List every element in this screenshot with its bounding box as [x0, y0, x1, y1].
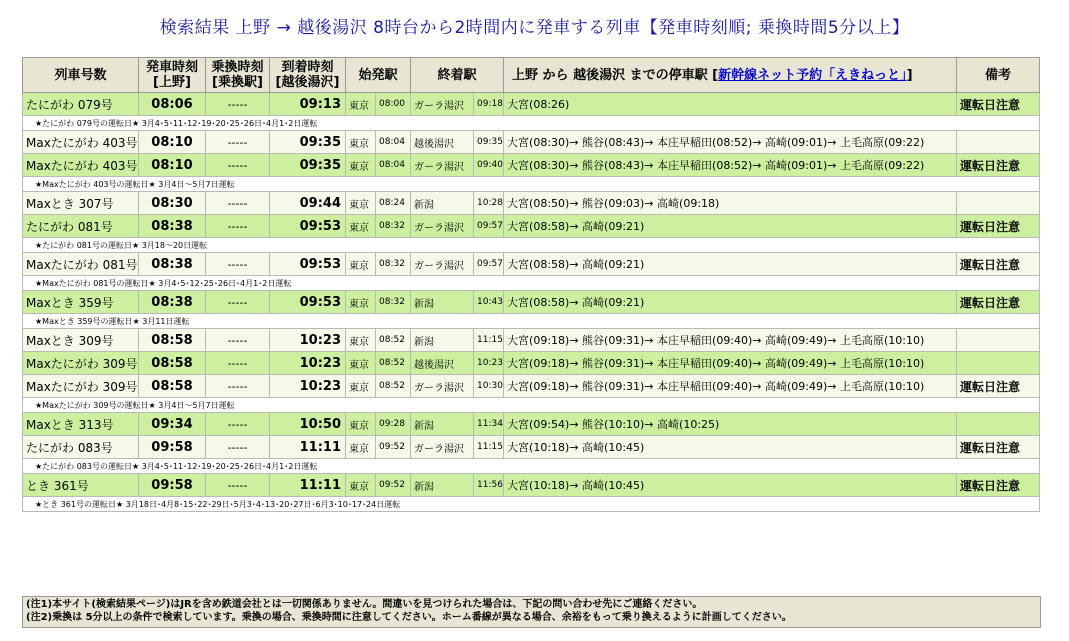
- stops-route-cell: 大宮(08:58)→ 高崎(09:21): [504, 291, 957, 314]
- remark-cell: 運転日注意: [957, 436, 1040, 459]
- transfer-cell: -----: [206, 352, 270, 375]
- terminal-time-cell: 09:57: [474, 215, 504, 238]
- operation-note-row: [23, 497, 1040, 512]
- departure-time-cell: 09:58: [139, 436, 206, 459]
- origin-station-cell: 東京: [346, 352, 376, 375]
- transfer-cell: -----: [206, 375, 270, 398]
- operation-note: ★Maxたにがわ 309号の運転日★ 3月4日～5月7日運転: [23, 398, 1040, 413]
- departure-time-cell: 08:30: [139, 192, 206, 215]
- header-arrival: 到着時刻 [越後湯沢]: [270, 58, 346, 93]
- transfer-cell: -----: [206, 474, 270, 497]
- departure-time-cell: 08:10: [139, 131, 206, 154]
- transfer-cell: -----: [206, 154, 270, 177]
- origin-station-cell: 東京: [346, 192, 376, 215]
- departure-time-cell: 09:58: [139, 474, 206, 497]
- transfer-cell: -----: [206, 436, 270, 459]
- operation-note: ★たにがわ 083号の運転日★ 3月4･5･11･12･19･20･25･26日･4月1･2日運転: [23, 459, 1040, 474]
- train-name-cell: たにがわ 083号: [23, 436, 139, 459]
- terminal-time-cell: 11:34: [474, 413, 504, 436]
- header-origin: 始発駅: [346, 58, 411, 93]
- remark-cell: 運転日注意: [957, 93, 1040, 116]
- transfer-cell: -----: [206, 253, 270, 276]
- transfer-cell: -----: [206, 291, 270, 314]
- origin-station-cell: 東京: [346, 131, 376, 154]
- terminal-station-cell: 越後湯沢: [411, 131, 474, 154]
- stops-route-cell: 大宮(08:58)→ 高崎(09:21): [504, 253, 957, 276]
- operation-note-row: [23, 116, 1040, 131]
- terminal-time-cell: 10:28: [474, 192, 504, 215]
- origin-time-cell: 08:04: [376, 154, 411, 177]
- footnotes-box: [22, 596, 1041, 628]
- origin-time-cell: 08:32: [376, 253, 411, 276]
- train-name-cell: Maxたにがわ 403号: [23, 131, 139, 154]
- arrival-time-cell: 09:53: [270, 253, 346, 276]
- table-row: [23, 329, 1040, 352]
- table-row: [23, 352, 1040, 375]
- departure-time-cell: 08:38: [139, 253, 206, 276]
- terminal-station-cell: ガーラ湯沢: [411, 93, 474, 116]
- arrival-time-cell: 11:11: [270, 436, 346, 459]
- terminal-time-cell: 11:15: [474, 329, 504, 352]
- origin-station-cell: 東京: [346, 474, 376, 497]
- terminal-station-cell: ガーラ湯沢: [411, 436, 474, 459]
- footnote-2: (注2)乗換は 5分以上の条件で検索しています。乗換の場合、乗換時間に注意してください。ホーム番線が異なる場合、余裕をもって乗り換えるように計画してください。: [26, 612, 792, 623]
- origin-station-cell: 東京: [346, 154, 376, 177]
- departure-time-cell: 08:06: [139, 93, 206, 116]
- train-name-cell: Maxとき 359号: [23, 291, 139, 314]
- departure-time-cell: 08:38: [139, 291, 206, 314]
- terminal-time-cell: 09:40: [474, 154, 504, 177]
- origin-time-cell: 08:52: [376, 352, 411, 375]
- footnote-1: (注1)本サイト(検索結果ページ)はJRを含め鉄道会社とは一切関係ありません。間違いを見つけられた場合は、下記の問い合わせ先にご連絡ください。: [26, 599, 703, 610]
- train-name-cell: とき 361号: [23, 474, 139, 497]
- header-terminal: 終着駅: [411, 58, 504, 93]
- terminal-station-cell: ガーラ湯沢: [411, 215, 474, 238]
- origin-time-cell: 09:28: [376, 413, 411, 436]
- stops-route-cell: 大宮(08:50)→ 熊谷(09:03)→ 高崎(09:18): [504, 192, 957, 215]
- train-name-cell: Maxたにがわ 309号: [23, 375, 139, 398]
- ekinet-link[interactable]: 新幹線ネット予約「えきねっと」: [718, 67, 907, 83]
- table-row: [23, 375, 1040, 398]
- header-train: 列車号数: [23, 58, 139, 93]
- timetable-table: [22, 57, 1040, 512]
- remark-cell: 運転日注意: [957, 291, 1040, 314]
- terminal-station-cell: 新潟: [411, 413, 474, 436]
- arrival-time-cell: 09:44: [270, 192, 346, 215]
- train-name-cell: Maxたにがわ 403号: [23, 154, 139, 177]
- terminal-time-cell: 09:35: [474, 131, 504, 154]
- transfer-cell: -----: [206, 413, 270, 436]
- operation-note: ★Maxたにがわ 403号の運転日★ 3月4日～5月7日運転: [23, 177, 1040, 192]
- stops-route-cell: 大宮(09:18)→ 熊谷(09:31)→ 本庄早稲田(09:40)→ 高崎(09:49)→ 上毛高原(10:10): [504, 352, 957, 375]
- operation-note-row: [23, 314, 1040, 329]
- remark-cell: 運転日注意: [957, 154, 1040, 177]
- train-name-cell: Maxとき 309号: [23, 329, 139, 352]
- operation-note: ★Maxたにがわ 081号の運転日★ 3月4･5･12･25･26日･4月1･2日運転: [23, 276, 1040, 291]
- table-row: [23, 253, 1040, 276]
- origin-station-cell: 東京: [346, 329, 376, 352]
- transfer-cell: -----: [206, 131, 270, 154]
- remark-cell: [957, 329, 1040, 352]
- arrival-time-cell: 10:23: [270, 375, 346, 398]
- header-transfer: 乗換時刻 [乗換駅]: [206, 58, 270, 93]
- remark-cell: [957, 192, 1040, 215]
- remark-cell: [957, 413, 1040, 436]
- arrival-time-cell: 10:23: [270, 329, 346, 352]
- terminal-time-cell: 09:57: [474, 253, 504, 276]
- terminal-time-cell: 10:43: [474, 291, 504, 314]
- origin-time-cell: 09:52: [376, 436, 411, 459]
- stops-route-cell: 大宮(08:30)→ 熊谷(08:43)→ 本庄早稲田(08:52)→ 高崎(09:01)→ 上毛高原(09:22): [504, 154, 957, 177]
- operation-note-row: [23, 276, 1040, 291]
- remark-cell: 運転日注意: [957, 253, 1040, 276]
- origin-station-cell: 東京: [346, 413, 376, 436]
- stops-route-cell: 大宮(08:58)→ 高崎(09:21): [504, 215, 957, 238]
- train-name-cell: たにがわ 081号: [23, 215, 139, 238]
- terminal-station-cell: ガーラ湯沢: [411, 253, 474, 276]
- transfer-cell: -----: [206, 329, 270, 352]
- departure-time-cell: 08:10: [139, 154, 206, 177]
- table-header-row: [23, 58, 1040, 93]
- transfer-cell: -----: [206, 192, 270, 215]
- origin-time-cell: 08:52: [376, 375, 411, 398]
- departure-time-cell: 08:38: [139, 215, 206, 238]
- stops-route-cell: 大宮(09:18)→ 熊谷(09:31)→ 本庄早稲田(09:40)→ 高崎(09:49)→ 上毛高原(10:10): [504, 375, 957, 398]
- terminal-station-cell: 越後湯沢: [411, 352, 474, 375]
- departure-time-cell: 08:58: [139, 375, 206, 398]
- page-title: 検索結果 上野 → 越後湯沢 8時台から2時間内に発車する列車【発車時刻順; 乗換時間5分以上】: [159, 18, 910, 38]
- terminal-station-cell: ガーラ湯沢: [411, 375, 474, 398]
- table-row: [23, 436, 1040, 459]
- table-row: [23, 215, 1040, 238]
- departure-time-cell: 08:58: [139, 352, 206, 375]
- remark-cell: 運転日注意: [957, 375, 1040, 398]
- arrival-time-cell: 10:50: [270, 413, 346, 436]
- departure-time-cell: 09:34: [139, 413, 206, 436]
- operation-note-row: [23, 238, 1040, 253]
- arrival-time-cell: 10:23: [270, 352, 346, 375]
- origin-station-cell: 東京: [346, 375, 376, 398]
- operation-note-row: [23, 398, 1040, 413]
- train-name-cell: Maxたにがわ 081号: [23, 253, 139, 276]
- table-row: [23, 154, 1040, 177]
- remark-cell: 運転日注意: [957, 215, 1040, 238]
- stops-route-cell: 大宮(10:18)→ 高崎(10:45): [504, 436, 957, 459]
- transfer-cell: -----: [206, 93, 270, 116]
- remark-cell: [957, 131, 1040, 154]
- train-name-cell: Maxとき 307号: [23, 192, 139, 215]
- origin-station-cell: 東京: [346, 436, 376, 459]
- operation-note: ★たにがわ 079号の運転日★ 3月4･5･11･12･19･20･25･26日･4月1･2日運転: [23, 116, 1040, 131]
- origin-time-cell: 09:52: [376, 474, 411, 497]
- origin-time-cell: 08:32: [376, 215, 411, 238]
- origin-time-cell: 08:52: [376, 329, 411, 352]
- terminal-station-cell: 新潟: [411, 291, 474, 314]
- operation-note-row: [23, 177, 1040, 192]
- terminal-station-cell: 新潟: [411, 474, 474, 497]
- departure-time-cell: 08:58: [139, 329, 206, 352]
- transfer-cell: -----: [206, 215, 270, 238]
- stops-route-cell: 大宮(09:54)→ 熊谷(10:10)→ 高崎(10:25): [504, 413, 957, 436]
- terminal-station-cell: ガーラ湯沢: [411, 154, 474, 177]
- arrival-time-cell: 09:35: [270, 131, 346, 154]
- origin-time-cell: 08:00: [376, 93, 411, 116]
- terminal-time-cell: 11:15: [474, 436, 504, 459]
- arrival-time-cell: 11:11: [270, 474, 346, 497]
- table-row: [23, 291, 1040, 314]
- header-remarks: 備考: [957, 58, 1040, 93]
- table-row: [23, 192, 1040, 215]
- operation-note: ★たにがわ 081号の運転日★ 3月18～20日運転: [23, 238, 1040, 253]
- stops-route-cell: 大宮(08:30)→ 熊谷(08:43)→ 本庄早稲田(08:52)→ 高崎(09:01)→ 上毛高原(09:22): [504, 131, 957, 154]
- terminal-station-cell: 新潟: [411, 329, 474, 352]
- stops-route-cell: 大宮(09:18)→ 熊谷(09:31)→ 本庄早稲田(09:40)→ 高崎(09:49)→ 上毛高原(10:10): [504, 329, 957, 352]
- header-stops: 上野 から 越後湯沢 までの停車駅 [新幹線ネット予約「えきねっと」]: [504, 58, 957, 93]
- origin-station-cell: 東京: [346, 93, 376, 116]
- remark-cell: [957, 352, 1040, 375]
- stops-route-cell: 大宮(10:18)→ 高崎(10:45): [504, 474, 957, 497]
- stops-route-cell: 大宮(08:26): [504, 93, 957, 116]
- header-departure: 発車時刻 [上野]: [139, 58, 206, 93]
- table-row: [23, 413, 1040, 436]
- origin-station-cell: 東京: [346, 215, 376, 238]
- train-name-cell: Maxとき 313号: [23, 413, 139, 436]
- terminal-time-cell: 10:23: [474, 352, 504, 375]
- terminal-time-cell: 09:18: [474, 93, 504, 116]
- terminal-time-cell: 10:30: [474, 375, 504, 398]
- terminal-station-cell: 新潟: [411, 192, 474, 215]
- remark-cell: 運転日注意: [957, 474, 1040, 497]
- origin-time-cell: 08:04: [376, 131, 411, 154]
- origin-station-cell: 東京: [346, 291, 376, 314]
- arrival-time-cell: 09:13: [270, 93, 346, 116]
- operation-note-row: [23, 459, 1040, 474]
- table-row: [23, 93, 1040, 116]
- origin-station-cell: 東京: [346, 253, 376, 276]
- train-name-cell: Maxたにがわ 309号: [23, 352, 139, 375]
- arrival-time-cell: 09:53: [270, 291, 346, 314]
- terminal-time-cell: 11:56: [474, 474, 504, 497]
- table-row: [23, 131, 1040, 154]
- operation-note: ★Maxとき 359号の運転日★ 3月11日運転: [23, 314, 1040, 329]
- arrival-time-cell: 09:35: [270, 154, 346, 177]
- train-name-cell: たにがわ 079号: [23, 93, 139, 116]
- origin-time-cell: 08:32: [376, 291, 411, 314]
- operation-note: ★とき 361号の運転日★ 3月18日･4月8･15･22･29日･5月3･4･13･20･27日･6月3･10･17･24日運転: [23, 497, 1040, 512]
- origin-time-cell: 08:24: [376, 192, 411, 215]
- arrival-time-cell: 09:53: [270, 215, 346, 238]
- table-row: [23, 474, 1040, 497]
